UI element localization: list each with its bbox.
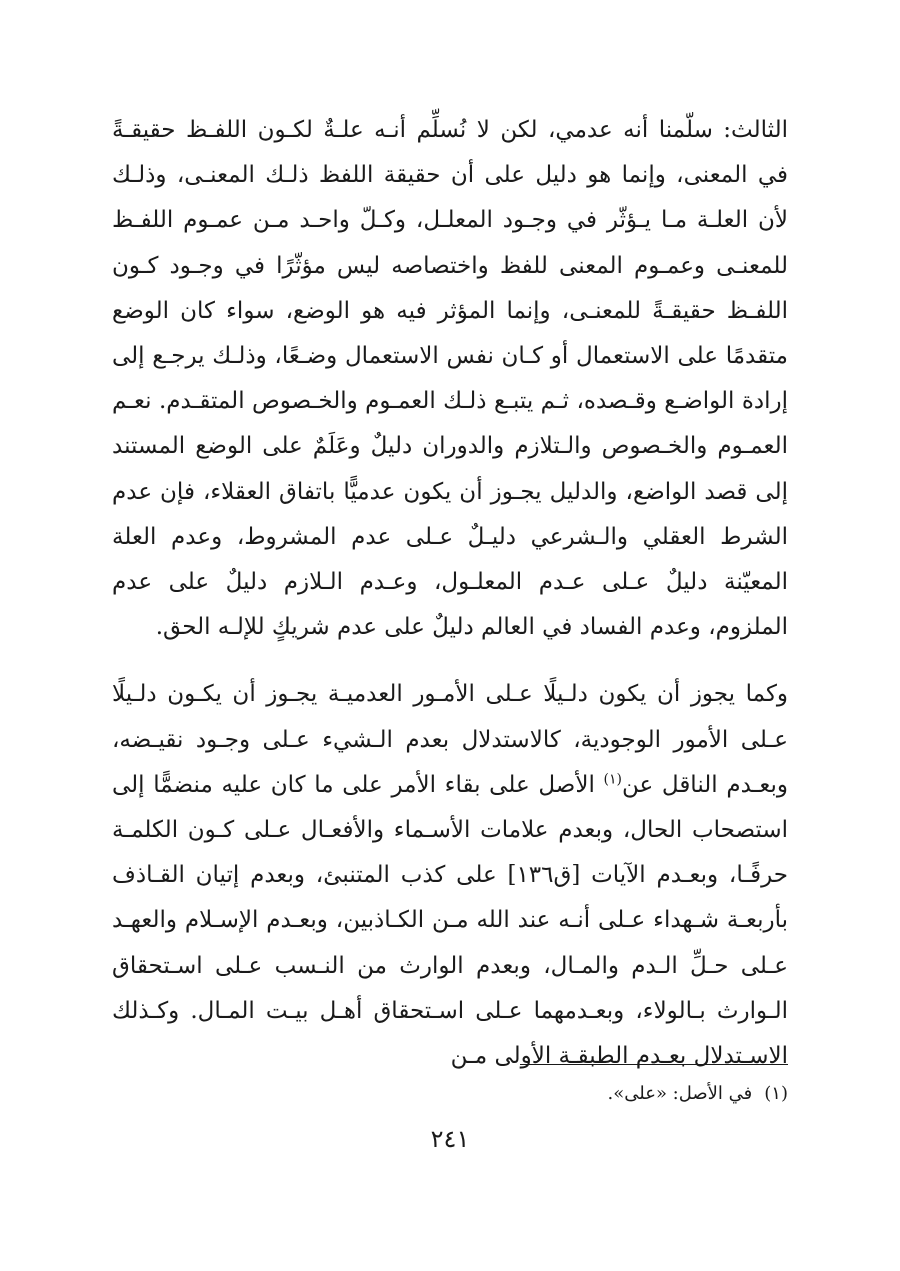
paragraph-2-text-start: وكما يجوز أن يكون دلـيلًا عـلى الأمـور العدميـة يجـوز أن يكـون دلـيلًا عـلى الأمور الوجودية، كالاستدلال بعدم الـشيء عـلى وجـود نقيـضه، وبعـدم الناقل عن xyxy=(112,681,788,798)
paragraph-2-text-end: الأصل على بقاء الأمر على ما كان عليه منضمًّا إلى استصحاب الحال، وبعدم علامات الأسـماء والأفعـال عـلى كـون الكلمـة حرفًـا، وبعـدم الآيات [ق١٣٦] على كذب المتنبئ، وبعدم إتيان القـاذف بأربعـة شـهداء عـلى أنـه عند الله مـن الكـاذبين، وبعـدم الإسـلام والعهـد عـلى حـلِّ الـدم والمـال، وبعدم الوارث من النـسب عـلى اسـتحقاق الـوارث بـالولاء، وبعـدمهما عـلى اسـتحقاق أهـل بيـت المـال. وكـذلك الاسـتدلال بعـدم الطبقـة الأولى مـن xyxy=(112,771,788,1070)
footnote-number: (١) xyxy=(764,1083,788,1104)
footnote xyxy=(112,1081,788,1107)
paragraph-1: الثالث: سلّمنا أنه عدمي، لكن لا نُسلِّم أنـه علـةٌ لكـون اللفـظ حقيقـةً في المعنى، وإنما هو دليل على أن حقيقة اللفظ ذلـك المعنـى، وذلـك لأن العلـة مـا يـؤثّر في وجـود المعلـل، وكـلّ واحـد مـن عمـوم اللفـظ للمعنـى وعمـوم المعنى للفظ واختصاصه ليس مؤثّرًا في وجـود كـون اللفـظ حقيقـةً للمعنـى، وإنما المؤثر فيه هو الوضع، سواء كان الوضع متقدمًا على الاستعمال أو كـان نفس الاستعمال وضـعًا، وذلـك يرجـع إلى إرادة الواضـع وقـصده، ثـم يتبـع ذلـك العمـوم والخـصوص المتقـدم. نعـم العمـوم والخـصوص والـتلازم والدوران دليلٌ وعَلَمٌ على الوضع المستند إلى قصد الواضع، والدليل يجـوز أن يكون عدميًّا باتفاق العقلاء، فإن عدم الشرط العقلي والـشرعي دليـلٌ عـلى عدم المشروط، وعدم العلة المعيّنة دليلٌ عـلى عـدم المعلـول، وعـدم الـلازم دليلٌ على عدم الملزوم، وعدم الفساد في العالم دليلٌ على عدم شريكٍ للإلـه الحق. xyxy=(112,117,788,641)
page-number: ٢٤١ xyxy=(430,1125,470,1153)
footnote-reference: (١) xyxy=(603,771,622,788)
page-body xyxy=(112,108,788,1079)
paragraph-2 xyxy=(112,672,788,1079)
footnote-text: في الأصل: «على». xyxy=(607,1083,753,1104)
footnote-divider xyxy=(520,1064,788,1065)
